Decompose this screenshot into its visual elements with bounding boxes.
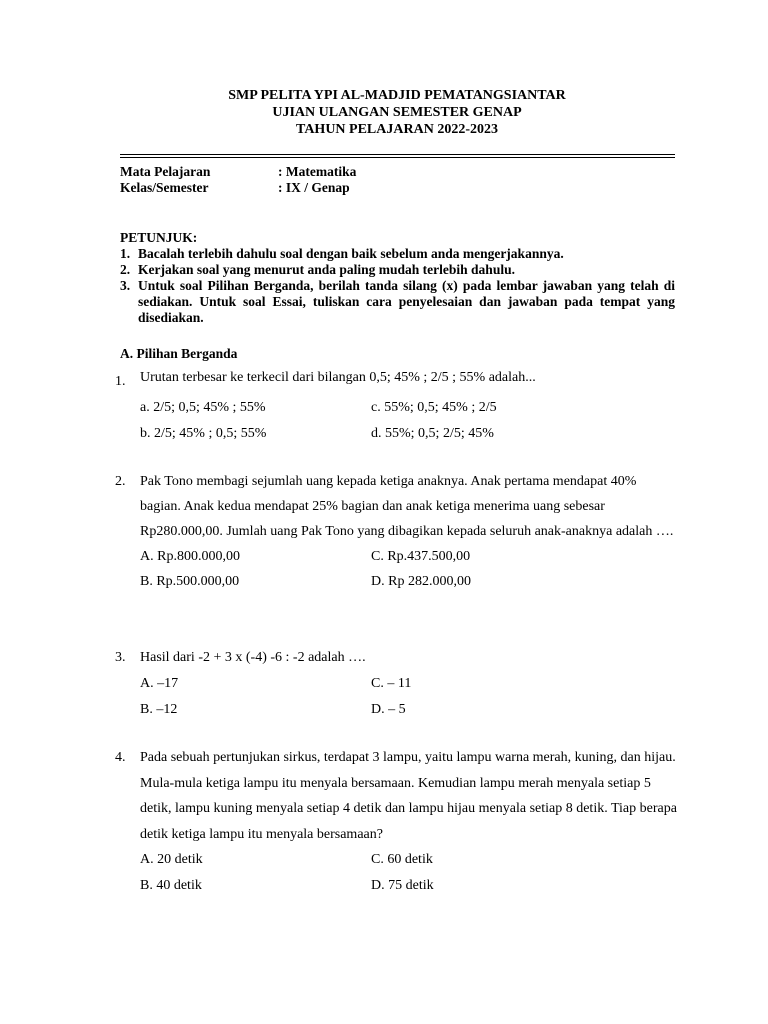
instruction-item: 2. Kerjakan soal yang menurut anda paling mudah terlebih dahulu.: [120, 262, 515, 277]
instructions-title: PETUNJUK:: [120, 230, 198, 245]
question-text: Hasil dari -2 + 3 x (-4) -6 : -2 adalah ….: [140, 650, 366, 665]
option: D. Rp 282.000,00: [371, 574, 471, 589]
exam-name: UJIAN ULANGAN SEMESTER GENAP: [272, 105, 522, 120]
header-divider-thin: [120, 157, 675, 158]
question-number: 1.: [115, 374, 126, 389]
option: A. 20 detik: [140, 852, 203, 867]
question-4: [115, 745, 680, 898]
option: d. 55%; 0,5; 2/5; 45%: [371, 426, 494, 441]
option: c. 55%; 0,5; 45% ; 2/5: [371, 400, 497, 415]
option: A. –17: [140, 676, 179, 691]
question-2: [115, 469, 680, 594]
option: A. Rp.800.000,00: [140, 549, 240, 564]
subject-value: : Matematika: [278, 164, 357, 179]
option: C. – 11: [371, 676, 412, 691]
subject-label: Mata Pelajaran: [120, 164, 211, 179]
option: b. 2/5; 45% ; 0,5; 55%: [140, 426, 267, 441]
question-1: [115, 369, 680, 447]
option: C. 60 detik: [371, 852, 433, 867]
academic-year: TAHUN PELAJARAN 2022-2023: [296, 122, 498, 137]
question-number: 4.: [115, 750, 126, 765]
exam-meta: [120, 164, 356, 196]
class-label: Kelas/Semester: [120, 180, 209, 195]
option: a. 2/5; 0,5; 45% ; 55%: [140, 400, 266, 415]
question-text: Urutan terbesar ke terkecil dari bilangan 0,5; 45% ; 2/5 ; 55% adalah...: [140, 370, 536, 385]
option: B. 40 detik: [140, 877, 202, 893]
question-3: [115, 645, 680, 723]
instructions: [120, 230, 675, 326]
class-value: : IX / Genap: [278, 180, 350, 195]
section-heading: A. Pilihan Berganda: [120, 346, 238, 361]
question-number: 2.: [115, 474, 126, 489]
question-text: Pada sebuah pertunjukan sirkus, terdapat 3 lampu, yaitu lampu warna merah, kuning, dan hijau. Mula-mula ketiga lampu itu menyala bersamaan. Kemudian lampu merah menyala setiap 5 detik, lampu kuning menyala setiap 4 detik dan lampu hijau menyala setiap 8 detik. Tiap berapa detik ketiga lampu itu menyala bersamaan?: [140, 750, 677, 842]
option: B. Rp.500.000,00: [140, 574, 240, 589]
option: C. Rp.437.500,00: [371, 549, 471, 564]
instruction-item: 3. Untuk soal Pilihan Berganda, berilah tanda silang (x) pada lembar jawaban yang telah di sediakan. Untuk soal Essai, tuliskan cara penyelesaian dan jawaban pada tempat yang disediakan.: [120, 278, 675, 325]
document-header: [0, 87, 768, 138]
option: D. 75 detik: [371, 877, 434, 893]
header-divider-thick: [120, 154, 675, 155]
option: B. –12: [140, 702, 178, 717]
option: D. – 5: [371, 702, 406, 717]
instruction-item: 1. Bacalah terlebih dahulu soal dengan baik sebelum anda mengerjakannya.: [120, 246, 564, 261]
question-text: Pak Tono membagi sejumlah uang kepada ketiga anaknya. Anak pertama mendapat 40% bagian. Anak kedua mendapat 25% bagian dan anak ketiga menerima uang sebesar Rp280.000,00. Jumlah uang Pak Tono yang dibagikan kepada seluruh anak-anaknya adalah ….: [140, 474, 674, 539]
question-number: 3.: [115, 650, 126, 665]
school-name: SMP PELITA YPI AL-MADJID PEMATANGSIANTAR: [228, 88, 566, 103]
